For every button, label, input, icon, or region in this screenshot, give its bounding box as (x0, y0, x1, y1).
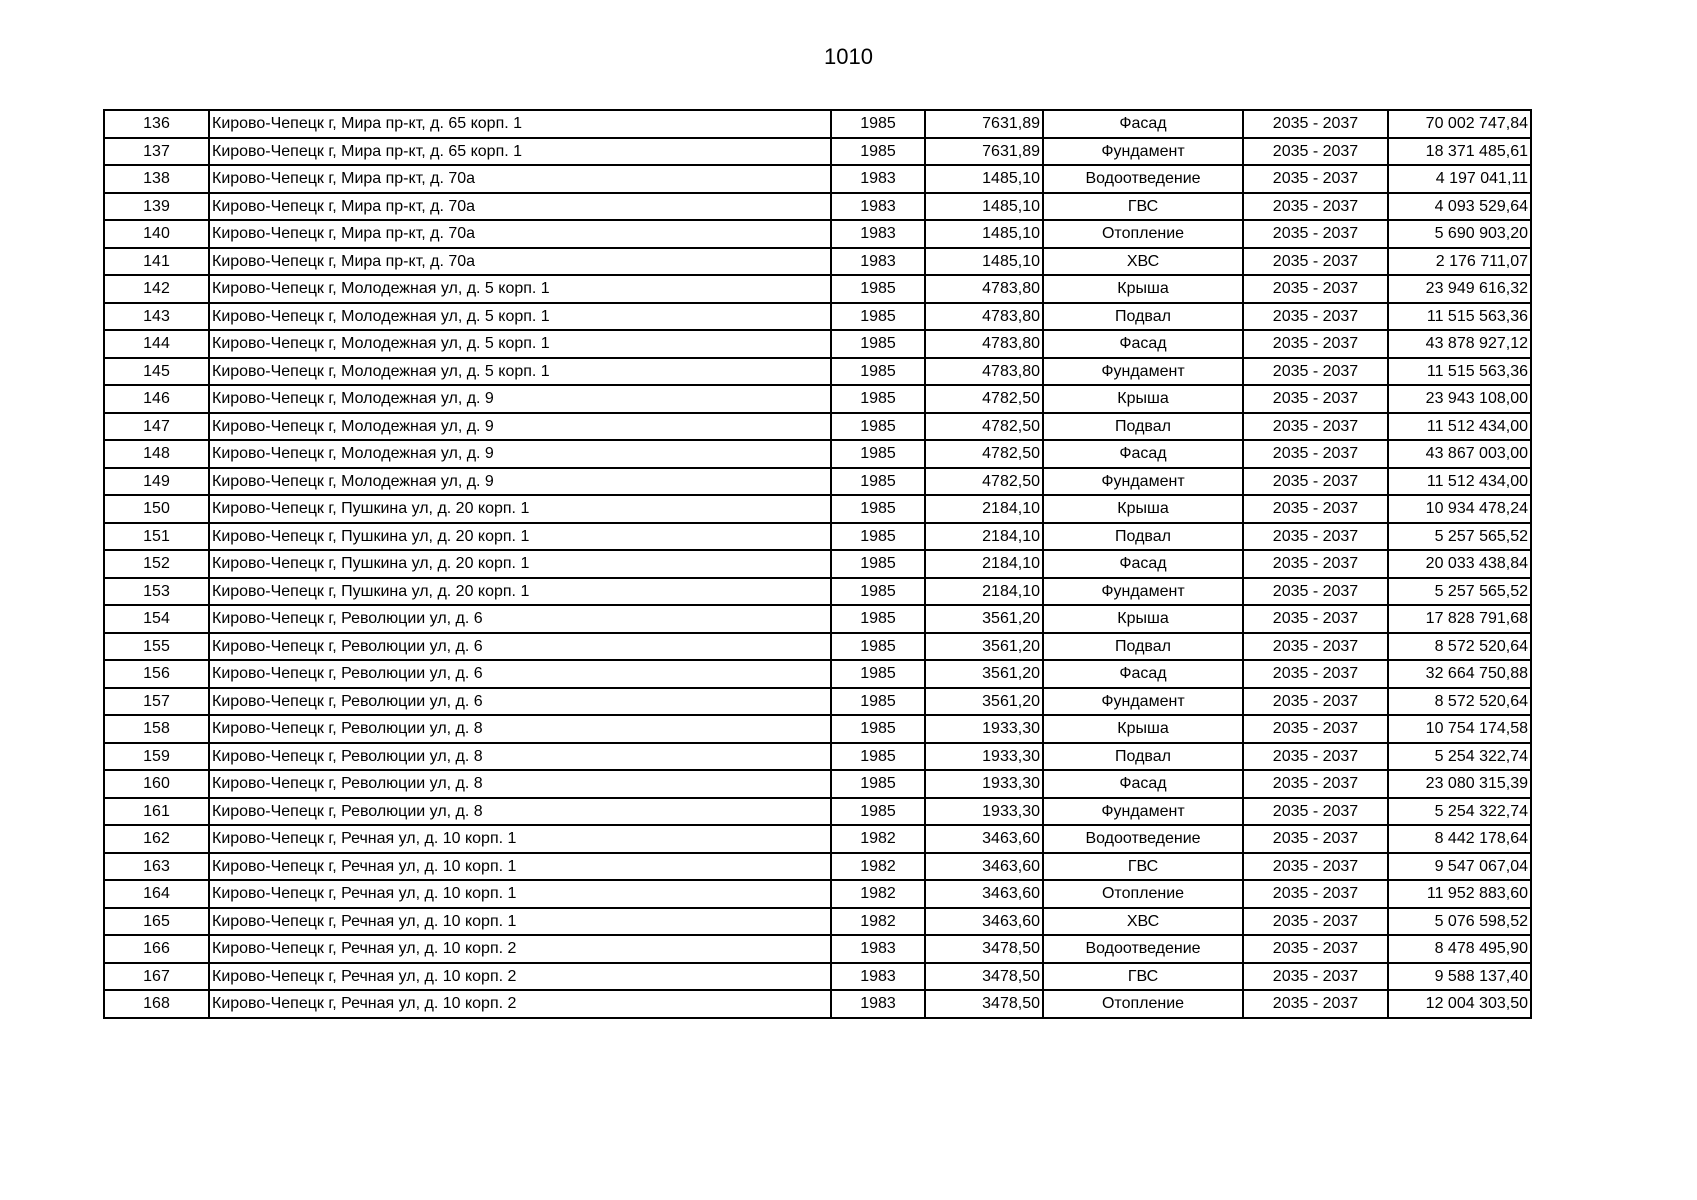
address-cell: Кирово-Чепецк г, Молодежная ул, д. 9 (209, 440, 831, 468)
cost-cell: 11 515 563,36 (1388, 303, 1531, 331)
work-type-cell: ГВС (1043, 963, 1243, 991)
cost-cell: 10 754 174,58 (1388, 715, 1531, 743)
year-cell: 1985 (831, 770, 925, 798)
row-number-cell: 164 (104, 880, 209, 908)
row-number-cell: 165 (104, 908, 209, 936)
address-cell: Кирово-Чепецк г, Революции ул, д. 8 (209, 770, 831, 798)
address-cell: Кирово-Чепецк г, Молодежная ул, д. 5 корп. 1 (209, 275, 831, 303)
area-cell: 3561,20 (925, 660, 1043, 688)
table-row (104, 853, 1531, 881)
cost-cell: 4 197 041,11 (1388, 165, 1531, 193)
row-number-cell: 146 (104, 385, 209, 413)
area-cell: 2184,10 (925, 578, 1043, 606)
address-cell: Кирово-Чепецк г, Мира пр-кт, д. 70а (209, 165, 831, 193)
period-cell: 2035 - 2037 (1243, 578, 1388, 606)
address-cell: Кирово-Чепецк г, Революции ул, д. 6 (209, 688, 831, 716)
table-row (104, 688, 1531, 716)
cost-cell: 23 943 108,00 (1388, 385, 1531, 413)
work-type-cell: Отопление (1043, 880, 1243, 908)
year-cell: 1985 (831, 523, 925, 551)
row-number-cell: 152 (104, 550, 209, 578)
period-cell: 2035 - 2037 (1243, 385, 1388, 413)
work-type-cell: Фундамент (1043, 578, 1243, 606)
work-type-cell: Отопление (1043, 990, 1243, 1018)
period-cell: 2035 - 2037 (1243, 825, 1388, 853)
address-cell: Кирово-Чепецк г, Молодежная ул, д. 9 (209, 413, 831, 441)
work-type-cell: ГВС (1043, 193, 1243, 221)
area-cell: 7631,89 (925, 138, 1043, 166)
table-row (104, 468, 1531, 496)
cost-cell: 20 033 438,84 (1388, 550, 1531, 578)
row-number-cell: 149 (104, 468, 209, 496)
row-number-cell: 137 (104, 138, 209, 166)
area-cell: 3478,50 (925, 963, 1043, 991)
period-cell: 2035 - 2037 (1243, 990, 1388, 1018)
row-number-cell: 138 (104, 165, 209, 193)
row-number-cell: 140 (104, 220, 209, 248)
row-number-cell: 160 (104, 770, 209, 798)
cost-cell: 32 664 750,88 (1388, 660, 1531, 688)
table-row (104, 165, 1531, 193)
period-cell: 2035 - 2037 (1243, 495, 1388, 523)
row-number-cell: 162 (104, 825, 209, 853)
cost-cell: 12 004 303,50 (1388, 990, 1531, 1018)
work-type-cell: Фундамент (1043, 358, 1243, 386)
year-cell: 1982 (831, 880, 925, 908)
cost-cell: 8 442 178,64 (1388, 825, 1531, 853)
cost-cell: 5 690 903,20 (1388, 220, 1531, 248)
work-type-cell: Водоотведение (1043, 935, 1243, 963)
year-cell: 1985 (831, 110, 925, 138)
year-cell: 1985 (831, 385, 925, 413)
cost-cell: 4 093 529,64 (1388, 193, 1531, 221)
area-cell: 4782,50 (925, 440, 1043, 468)
cost-cell: 11 952 883,60 (1388, 880, 1531, 908)
cost-cell: 11 512 434,00 (1388, 468, 1531, 496)
row-number-cell: 147 (104, 413, 209, 441)
cost-cell: 5 257 565,52 (1388, 523, 1531, 551)
row-number-cell: 148 (104, 440, 209, 468)
row-number-cell: 144 (104, 330, 209, 358)
work-type-cell: Фасад (1043, 110, 1243, 138)
year-cell: 1985 (831, 440, 925, 468)
year-cell: 1985 (831, 275, 925, 303)
table-row (104, 523, 1531, 551)
period-cell: 2035 - 2037 (1243, 770, 1388, 798)
work-type-cell: Подвал (1043, 413, 1243, 441)
year-cell: 1985 (831, 605, 925, 633)
work-type-cell: Фундамент (1043, 468, 1243, 496)
table-row (104, 303, 1531, 331)
area-cell: 3463,60 (925, 853, 1043, 881)
cost-cell: 23 949 616,32 (1388, 275, 1531, 303)
cost-cell: 5 254 322,74 (1388, 743, 1531, 771)
period-cell: 2035 - 2037 (1243, 660, 1388, 688)
area-cell: 1485,10 (925, 248, 1043, 276)
cost-cell: 9 547 067,04 (1388, 853, 1531, 881)
period-cell: 2035 - 2037 (1243, 908, 1388, 936)
area-cell: 1933,30 (925, 770, 1043, 798)
row-number-cell: 142 (104, 275, 209, 303)
period-cell: 2035 - 2037 (1243, 523, 1388, 551)
address-cell: Кирово-Чепецк г, Революции ул, д. 6 (209, 605, 831, 633)
work-type-cell: ГВС (1043, 853, 1243, 881)
area-cell: 3463,60 (925, 908, 1043, 936)
cost-cell: 8 478 495,90 (1388, 935, 1531, 963)
address-cell: Кирово-Чепецк г, Мира пр-кт, д. 70а (209, 248, 831, 276)
period-cell: 2035 - 2037 (1243, 688, 1388, 716)
row-number-cell: 155 (104, 633, 209, 661)
cost-cell: 11 515 563,36 (1388, 358, 1531, 386)
period-cell: 2035 - 2037 (1243, 880, 1388, 908)
work-type-cell: Подвал (1043, 633, 1243, 661)
address-cell: Кирово-Чепецк г, Молодежная ул, д. 5 корп. 1 (209, 330, 831, 358)
cost-cell: 11 512 434,00 (1388, 413, 1531, 441)
area-cell: 1933,30 (925, 798, 1043, 826)
row-number-cell: 145 (104, 358, 209, 386)
cost-cell: 8 572 520,64 (1388, 688, 1531, 716)
work-type-cell: Фасад (1043, 550, 1243, 578)
work-type-cell: Фундамент (1043, 688, 1243, 716)
area-cell: 3463,60 (925, 825, 1043, 853)
area-cell: 3561,20 (925, 605, 1043, 633)
year-cell: 1982 (831, 908, 925, 936)
address-cell: Кирово-Чепецк г, Речная ул, д. 10 корп. 1 (209, 908, 831, 936)
table-row (104, 138, 1531, 166)
address-cell: Кирово-Чепецк г, Мира пр-кт, д. 70а (209, 193, 831, 221)
period-cell: 2035 - 2037 (1243, 550, 1388, 578)
table-row (104, 770, 1531, 798)
row-number-cell: 168 (104, 990, 209, 1018)
address-cell: Кирово-Чепецк г, Молодежная ул, д. 9 (209, 385, 831, 413)
table-body (104, 110, 1531, 1018)
period-cell: 2035 - 2037 (1243, 220, 1388, 248)
year-cell: 1985 (831, 688, 925, 716)
period-cell: 2035 - 2037 (1243, 413, 1388, 441)
cost-cell: 5 254 322,74 (1388, 798, 1531, 826)
period-cell: 2035 - 2037 (1243, 440, 1388, 468)
work-type-cell: Крыша (1043, 275, 1243, 303)
cost-cell: 9 588 137,40 (1388, 963, 1531, 991)
area-cell: 2184,10 (925, 550, 1043, 578)
area-cell: 1933,30 (925, 743, 1043, 771)
year-cell: 1985 (831, 578, 925, 606)
year-cell: 1985 (831, 550, 925, 578)
cost-cell: 70 002 747,84 (1388, 110, 1531, 138)
repair-schedule-table (103, 109, 1532, 1019)
year-cell: 1985 (831, 468, 925, 496)
area-cell: 3561,20 (925, 633, 1043, 661)
year-cell: 1983 (831, 935, 925, 963)
address-cell: Кирово-Чепецк г, Пушкина ул, д. 20 корп. 1 (209, 550, 831, 578)
work-type-cell: Крыша (1043, 715, 1243, 743)
address-cell: Кирово-Чепецк г, Молодежная ул, д. 5 корп. 1 (209, 303, 831, 331)
address-cell: Кирово-Чепецк г, Революции ул, д. 6 (209, 633, 831, 661)
area-cell: 1485,10 (925, 165, 1043, 193)
period-cell: 2035 - 2037 (1243, 963, 1388, 991)
year-cell: 1983 (831, 990, 925, 1018)
year-cell: 1983 (831, 220, 925, 248)
table-row (104, 330, 1531, 358)
row-number-cell: 167 (104, 963, 209, 991)
table-row (104, 908, 1531, 936)
period-cell: 2035 - 2037 (1243, 358, 1388, 386)
cost-cell: 23 080 315,39 (1388, 770, 1531, 798)
table-row (104, 605, 1531, 633)
work-type-cell: Фасад (1043, 440, 1243, 468)
address-cell: Кирово-Чепецк г, Речная ул, д. 10 корп. 2 (209, 963, 831, 991)
year-cell: 1985 (831, 798, 925, 826)
work-type-cell: Крыша (1043, 605, 1243, 633)
area-cell: 4783,80 (925, 275, 1043, 303)
year-cell: 1985 (831, 495, 925, 523)
area-cell: 3561,20 (925, 688, 1043, 716)
period-cell: 2035 - 2037 (1243, 330, 1388, 358)
table-row (104, 880, 1531, 908)
table-row (104, 385, 1531, 413)
table-row (104, 550, 1531, 578)
table-row (104, 275, 1531, 303)
table-row (104, 110, 1531, 138)
year-cell: 1985 (831, 715, 925, 743)
period-cell: 2035 - 2037 (1243, 248, 1388, 276)
row-number-cell: 153 (104, 578, 209, 606)
table-row (104, 578, 1531, 606)
row-number-cell: 154 (104, 605, 209, 633)
area-cell: 1485,10 (925, 193, 1043, 221)
address-cell: Кирово-Чепецк г, Революции ул, д. 6 (209, 660, 831, 688)
row-number-cell: 166 (104, 935, 209, 963)
year-cell: 1985 (831, 633, 925, 661)
row-number-cell: 159 (104, 743, 209, 771)
row-number-cell: 136 (104, 110, 209, 138)
row-number-cell: 141 (104, 248, 209, 276)
work-type-cell: ХВС (1043, 908, 1243, 936)
address-cell: Кирово-Чепецк г, Мира пр-кт, д. 65 корп. 1 (209, 138, 831, 166)
address-cell: Кирово-Чепецк г, Молодежная ул, д. 9 (209, 468, 831, 496)
period-cell: 2035 - 2037 (1243, 193, 1388, 221)
row-number-cell: 156 (104, 660, 209, 688)
work-type-cell: Подвал (1043, 743, 1243, 771)
row-number-cell: 163 (104, 853, 209, 881)
work-type-cell: Отопление (1043, 220, 1243, 248)
table-row (104, 495, 1531, 523)
area-cell: 3478,50 (925, 990, 1043, 1018)
address-cell: Кирово-Чепецк г, Пушкина ул, д. 20 корп. 1 (209, 578, 831, 606)
table-row (104, 440, 1531, 468)
cost-cell: 43 878 927,12 (1388, 330, 1531, 358)
row-number-cell: 158 (104, 715, 209, 743)
cost-cell: 5 076 598,52 (1388, 908, 1531, 936)
row-number-cell: 151 (104, 523, 209, 551)
row-number-cell: 157 (104, 688, 209, 716)
year-cell: 1985 (831, 413, 925, 441)
row-number-cell: 161 (104, 798, 209, 826)
year-cell: 1983 (831, 193, 925, 221)
cost-cell: 8 572 520,64 (1388, 633, 1531, 661)
period-cell: 2035 - 2037 (1243, 138, 1388, 166)
year-cell: 1982 (831, 853, 925, 881)
table-row (104, 715, 1531, 743)
period-cell: 2035 - 2037 (1243, 798, 1388, 826)
table-row (104, 660, 1531, 688)
cost-cell: 10 934 478,24 (1388, 495, 1531, 523)
row-number-cell: 150 (104, 495, 209, 523)
period-cell: 2035 - 2037 (1243, 853, 1388, 881)
table-row (104, 248, 1531, 276)
work-type-cell: Фундамент (1043, 138, 1243, 166)
address-cell: Кирово-Чепецк г, Мира пр-кт, д. 65 корп. 1 (209, 110, 831, 138)
year-cell: 1983 (831, 165, 925, 193)
address-cell: Кирово-Чепецк г, Мира пр-кт, д. 70а (209, 220, 831, 248)
work-type-cell: Водоотведение (1043, 165, 1243, 193)
table-row (104, 825, 1531, 853)
work-type-cell: ХВС (1043, 248, 1243, 276)
work-type-cell: Фундамент (1043, 798, 1243, 826)
table-row (104, 743, 1531, 771)
address-cell: Кирово-Чепецк г, Революции ул, д. 8 (209, 743, 831, 771)
year-cell: 1983 (831, 963, 925, 991)
area-cell: 7631,89 (925, 110, 1043, 138)
table-row (104, 193, 1531, 221)
year-cell: 1985 (831, 358, 925, 386)
cost-cell: 18 371 485,61 (1388, 138, 1531, 166)
period-cell: 2035 - 2037 (1243, 605, 1388, 633)
table-row (104, 798, 1531, 826)
period-cell: 2035 - 2037 (1243, 303, 1388, 331)
table-row (104, 413, 1531, 441)
area-cell: 1933,30 (925, 715, 1043, 743)
year-cell: 1982 (831, 825, 925, 853)
area-cell: 3478,50 (925, 935, 1043, 963)
work-type-cell: Водоотведение (1043, 825, 1243, 853)
address-cell: Кирово-Чепецк г, Пушкина ул, д. 20 корп. 1 (209, 495, 831, 523)
address-cell: Кирово-Чепецк г, Речная ул, д. 10 корп. 1 (209, 880, 831, 908)
area-cell: 4783,80 (925, 358, 1043, 386)
work-type-cell: Крыша (1043, 495, 1243, 523)
period-cell: 2035 - 2037 (1243, 110, 1388, 138)
cost-cell: 17 828 791,68 (1388, 605, 1531, 633)
year-cell: 1985 (831, 660, 925, 688)
period-cell: 2035 - 2037 (1243, 633, 1388, 661)
area-cell: 1485,10 (925, 220, 1043, 248)
work-type-cell: Фасад (1043, 660, 1243, 688)
address-cell: Кирово-Чепецк г, Революции ул, д. 8 (209, 715, 831, 743)
area-cell: 2184,10 (925, 495, 1043, 523)
table-row (104, 358, 1531, 386)
year-cell: 1985 (831, 743, 925, 771)
work-type-cell: Фасад (1043, 770, 1243, 798)
table-row (104, 990, 1531, 1018)
cost-cell: 2 176 711,07 (1388, 248, 1531, 276)
period-cell: 2035 - 2037 (1243, 715, 1388, 743)
cost-cell: 5 257 565,52 (1388, 578, 1531, 606)
area-cell: 4783,80 (925, 330, 1043, 358)
table-row (104, 935, 1531, 963)
page-number: 1010 (824, 44, 873, 69)
area-cell: 3463,60 (925, 880, 1043, 908)
area-cell: 4782,50 (925, 385, 1043, 413)
address-cell: Кирово-Чепецк г, Революции ул, д. 8 (209, 798, 831, 826)
period-cell: 2035 - 2037 (1243, 468, 1388, 496)
table-row (104, 633, 1531, 661)
area-cell: 2184,10 (925, 523, 1043, 551)
year-cell: 1985 (831, 138, 925, 166)
row-number-cell: 143 (104, 303, 209, 331)
area-cell: 4782,50 (925, 468, 1043, 496)
work-type-cell: Крыша (1043, 385, 1243, 413)
area-cell: 4782,50 (925, 413, 1043, 441)
address-cell: Кирово-Чепецк г, Речная ул, д. 10 корп. 2 (209, 935, 831, 963)
period-cell: 2035 - 2037 (1243, 935, 1388, 963)
year-cell: 1985 (831, 330, 925, 358)
year-cell: 1985 (831, 303, 925, 331)
period-cell: 2035 - 2037 (1243, 275, 1388, 303)
address-cell: Кирово-Чепецк г, Пушкина ул, д. 20 корп. 1 (209, 523, 831, 551)
address-cell: Кирово-Чепецк г, Речная ул, д. 10 корп. 2 (209, 990, 831, 1018)
period-cell: 2035 - 2037 (1243, 743, 1388, 771)
address-cell: Кирово-Чепецк г, Молодежная ул, д. 5 корп. 1 (209, 358, 831, 386)
address-cell: Кирово-Чепецк г, Речная ул, д. 10 корп. 1 (209, 853, 831, 881)
cost-cell: 43 867 003,00 (1388, 440, 1531, 468)
work-type-cell: Фасад (1043, 330, 1243, 358)
area-cell: 4783,80 (925, 303, 1043, 331)
year-cell: 1983 (831, 248, 925, 276)
period-cell: 2035 - 2037 (1243, 165, 1388, 193)
row-number-cell: 139 (104, 193, 209, 221)
work-type-cell: Подвал (1043, 523, 1243, 551)
work-type-cell: Подвал (1043, 303, 1243, 331)
address-cell: Кирово-Чепецк г, Речная ул, д. 10 корп. 1 (209, 825, 831, 853)
table-row (104, 220, 1531, 248)
table-row (104, 963, 1531, 991)
